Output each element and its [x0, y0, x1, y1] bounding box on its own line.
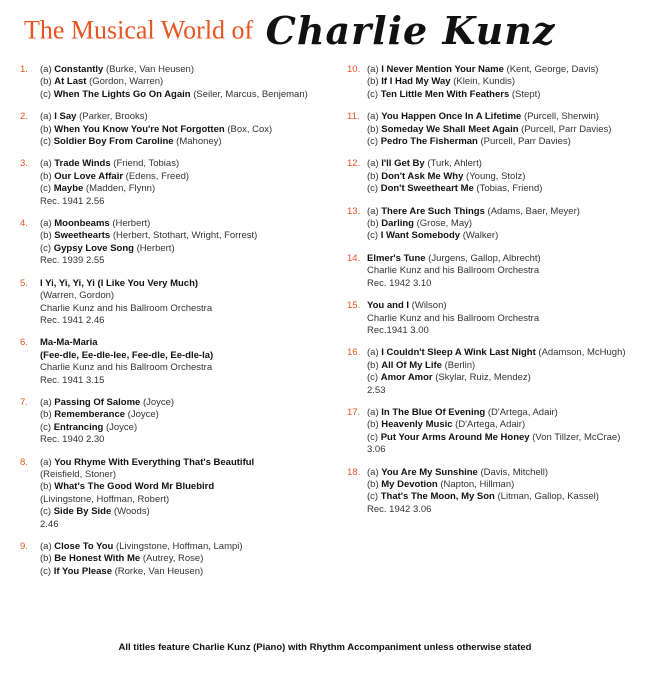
- track-line-prefix: (Livingstone, Hoffman, Robert): [40, 493, 170, 505]
- track-line-credits: (Joyce): [140, 396, 175, 408]
- track-line: [367, 360, 637, 372]
- track-lines: [40, 158, 310, 208]
- track-line-credits: (Klein, Kundis): [450, 76, 515, 88]
- track-line: [367, 419, 637, 431]
- track-number: 17.: [347, 406, 361, 418]
- song-title: If I Had My Way: [381, 76, 451, 88]
- track-line-prefix: (b): [40, 409, 55, 421]
- track-line-credits: (Kent, George, Davis): [503, 64, 599, 75]
- track-line-prefix: Rec. 1941 2.46: [40, 314, 105, 326]
- track-line: [367, 253, 637, 265]
- track-line: [367, 124, 637, 136]
- track-line: [40, 218, 310, 230]
- track-line: [367, 444, 637, 456]
- track-line-prefix: 3.06: [367, 444, 386, 456]
- track-line-prefix: Rec. 1940 2.30: [40, 434, 105, 446]
- track-line: [40, 315, 310, 327]
- track-number: 1.: [20, 64, 28, 75]
- track-line: [40, 303, 310, 315]
- track-line-prefix: (b): [40, 123, 55, 135]
- song-title: Maybe: [53, 183, 84, 195]
- song-title: I Say: [54, 111, 77, 123]
- track-line-prefix: Charlie Kunz and his Ballroom Orchestra: [367, 312, 540, 324]
- song-title: You and I: [367, 300, 410, 312]
- track-lines: [40, 397, 310, 447]
- track-number: 5.: [20, 277, 28, 289]
- track-line-prefix: Rec. 1942 3.10: [367, 277, 432, 289]
- track-line-credits: (Von Tillzer, McCrae): [529, 431, 621, 443]
- track-lines: [367, 158, 637, 195]
- song-title: Don't Sweetheart Me: [380, 183, 474, 195]
- track-line-prefix: (a): [40, 218, 55, 230]
- song-title: Soldier Boy From Caroline: [53, 136, 174, 148]
- song-title: Gypsy Love Song: [53, 242, 134, 254]
- track-line-credits: (Napton, Hillman): [437, 478, 515, 490]
- track-line-prefix: (b): [367, 359, 382, 371]
- track-line-credits: (Herbert): [133, 242, 175, 254]
- track-line: [367, 183, 637, 195]
- track-lines: [367, 206, 637, 243]
- track-entry: [20, 397, 310, 447]
- song-title: Amor Amor: [380, 372, 433, 384]
- track-lines: [367, 253, 637, 290]
- song-title: Pedro The Fisherman: [380, 136, 478, 148]
- track-line: [40, 397, 310, 409]
- track-entry: [347, 467, 637, 517]
- track-line-prefix: (a): [40, 158, 55, 170]
- song-title: Heavenly Music: [381, 419, 453, 431]
- track-line-prefix: (c): [367, 230, 381, 242]
- track-line-credits: (Seiler, Marcus, Benjeman): [190, 88, 308, 100]
- track-line: [40, 409, 310, 421]
- track-line-prefix: Charlie Kunz and his Ballroom Orchestra: [40, 362, 213, 374]
- track-line: [40, 230, 310, 242]
- song-title: There Are Such Things: [381, 205, 485, 217]
- track-line: [367, 313, 637, 325]
- track-number: 18.: [347, 466, 361, 478]
- track-line-prefix: Rec.1941 3.00: [367, 324, 429, 336]
- track-line-prefix: (c): [40, 565, 54, 577]
- track-line: [40, 124, 310, 136]
- track-entry: [20, 158, 310, 208]
- tracklist-right-column: [347, 64, 637, 526]
- track-line-prefix: (a): [367, 406, 382, 418]
- track-line-credits: (Jurgens, Gallop, Albrecht): [425, 252, 541, 264]
- track-line: [367, 111, 637, 123]
- song-title: I Never Mention Your Name: [381, 64, 504, 75]
- track-entry: [347, 300, 637, 337]
- track-line: [367, 206, 637, 218]
- track-line-credits: (Adams, Baer, Meyer): [484, 205, 580, 217]
- track-number: 10.: [347, 64, 361, 75]
- track-number: 3.: [20, 158, 28, 170]
- song-title: Elmer's Tune: [367, 252, 426, 264]
- song-title: Ten Little Men With Feathers: [380, 88, 510, 100]
- page-title: [24, 8, 644, 52]
- song-title: Someday We Shall Meet Again: [381, 123, 519, 135]
- track-line: [367, 230, 637, 242]
- track-line-prefix: (a): [40, 64, 55, 75]
- track-line-credits: (Turk, Ahlert): [424, 158, 482, 170]
- track-entry: [20, 64, 310, 101]
- track-line-prefix: (b): [40, 170, 55, 182]
- track-line-prefix: (c): [40, 242, 54, 254]
- track-line-credits: (Burke, Van Heusen): [103, 64, 194, 75]
- track-line-credits: (D'Artega, Adair): [452, 419, 526, 431]
- track-entry: [20, 337, 310, 387]
- track-line: [367, 300, 637, 312]
- track-line: [367, 76, 637, 88]
- song-title: Our Love Affair: [54, 170, 124, 182]
- track-lines: [40, 457, 310, 531]
- track-line-credits: (Herbert): [109, 218, 151, 230]
- track-number: 11.: [347, 111, 360, 123]
- track-line-prefix: Charlie Kunz and his Ballroom Orchestra: [40, 302, 213, 314]
- track-line: [40, 76, 310, 88]
- track-line: [367, 385, 637, 397]
- track-line-prefix: 2.46: [40, 518, 59, 530]
- track-line: [40, 111, 310, 123]
- track-line: [40, 350, 310, 362]
- song-title: What's The Good Word Mr Bluebird: [54, 481, 215, 493]
- track-lines: [40, 111, 310, 148]
- song-title: I Want Somebody: [380, 230, 461, 242]
- track-entry: [347, 407, 637, 457]
- track-line: [367, 479, 637, 491]
- track-lines: [367, 407, 637, 457]
- song-title: When You Know You're Not Forgotten: [54, 123, 225, 135]
- track-line-credits: (Herbert, Stothart, Wright, Forrest): [110, 230, 258, 242]
- song-title: You Are My Sunshine: [381, 466, 478, 478]
- song-title: Darling: [381, 218, 414, 230]
- track-lines: [367, 64, 637, 101]
- track-line-prefix: (b): [40, 76, 55, 88]
- track-lines: [367, 300, 637, 337]
- track-line-prefix: (c): [367, 88, 381, 100]
- track-line: [40, 494, 310, 506]
- track-line: [367, 407, 637, 419]
- track-lines: [40, 278, 310, 328]
- song-title: Moonbeams: [54, 218, 110, 230]
- track-line: [40, 362, 310, 374]
- song-title: My Devotion: [381, 478, 438, 490]
- track-line-prefix: (b): [40, 481, 55, 493]
- track-line-credits: (Adamson, McHugh): [535, 347, 626, 359]
- track-line: [367, 347, 637, 359]
- track-line-credits: (Joyce): [125, 409, 159, 421]
- footer-note: All titles feature Charlie Kunz (Piano) with Rhythm Accompaniment unless otherwise stated: [118, 642, 532, 653]
- track-entry: [20, 218, 310, 268]
- track-number: 7.: [20, 396, 28, 408]
- track-entry: [20, 541, 310, 578]
- track-line-credits: (Litman, Gallop, Kassel): [494, 491, 599, 503]
- track-number: 15.: [347, 300, 361, 312]
- track-line-credits: (Purcell, Parr Davies): [477, 136, 571, 148]
- track-line-credits: (Friend, Tobias): [110, 158, 180, 170]
- track-lines: [40, 541, 310, 578]
- song-title: Ma-Ma-Maria: [40, 337, 98, 349]
- track-line-prefix: (c): [367, 431, 381, 443]
- track-line-prefix: (Reisfield, Stoner): [40, 468, 117, 480]
- track-line-prefix: Rec. 1942 3.06: [367, 503, 432, 515]
- track-line: [367, 372, 637, 384]
- track-line-prefix: (a): [367, 466, 382, 478]
- song-title: Be Honest With Me: [54, 553, 141, 565]
- track-line: [40, 553, 310, 565]
- song-title: Constantly: [54, 64, 104, 75]
- track-line: [40, 89, 310, 101]
- track-line-credits: (Wilson): [409, 300, 447, 312]
- track-line-prefix: (b): [367, 218, 382, 230]
- track-line: [367, 325, 637, 337]
- track-line-prefix: (a): [367, 111, 382, 123]
- track-line-prefix: (a): [367, 347, 382, 359]
- song-title: In The Blue Of Evening: [381, 406, 486, 418]
- song-title: I'll Get By: [381, 158, 425, 170]
- track-line-credits: (Joyce): [103, 421, 138, 433]
- song-title: All Of My Life: [381, 359, 442, 371]
- track-entry: [347, 158, 637, 195]
- track-line-prefix: (c): [40, 506, 54, 518]
- track-line-prefix: (a): [40, 456, 55, 468]
- track-line-credits: (Box, Cox): [224, 123, 273, 135]
- song-title: Passing Of Salome: [54, 396, 141, 408]
- track-line-credits: (D'Artega, Adair): [485, 406, 558, 418]
- track-line: [40, 481, 310, 493]
- title-text: The Musical World of: [24, 15, 254, 45]
- track-line: [40, 457, 310, 469]
- track-number: 8.: [20, 456, 28, 468]
- track-line: [367, 136, 637, 148]
- song-title: I Couldn't Sleep A Wink Last Night: [381, 347, 536, 359]
- track-line: [367, 504, 637, 516]
- artist-name: Charlie Kunz: [265, 8, 556, 53]
- track-line: [40, 196, 310, 208]
- track-line-prefix: (b): [367, 419, 382, 431]
- track-line: [40, 541, 310, 553]
- song-title: Close To You: [54, 541, 114, 552]
- track-line: [40, 566, 310, 578]
- track-entry: [20, 457, 310, 531]
- track-line: [40, 158, 310, 170]
- track-line-prefix: Rec. 1941 2.56: [40, 195, 105, 207]
- track-lines: [367, 467, 637, 517]
- track-line-credits: (Mahoney): [173, 136, 222, 148]
- track-line-prefix: Rec. 1941 3.15: [40, 374, 105, 386]
- track-entry: [347, 111, 637, 148]
- tracklist-left-column: [20, 64, 310, 588]
- track-line: [367, 171, 637, 183]
- track-line-credits: (Rorke, Van Heusen): [111, 565, 204, 577]
- track-line-prefix: (c): [367, 372, 381, 384]
- track-line: [367, 265, 637, 277]
- track-line-prefix: (c): [367, 183, 381, 195]
- track-line: [367, 491, 637, 503]
- track-line-prefix: Rec. 1939 2.55: [40, 255, 105, 267]
- track-entry: [20, 111, 310, 148]
- track-line: [367, 278, 637, 290]
- track-line-prefix: (b): [367, 170, 382, 182]
- track-line-prefix: (a): [40, 541, 55, 552]
- track-lines: [40, 64, 310, 101]
- track-line-credits: (Walker): [460, 230, 499, 242]
- track-line-prefix: (c): [40, 88, 54, 100]
- song-title: Side By Side: [53, 506, 112, 518]
- track-line: [40, 422, 310, 434]
- track-line-credits: (Tobias, Friend): [473, 183, 543, 195]
- song-title: That's The Moon, My Son: [380, 491, 495, 503]
- track-line-prefix: 2.53: [367, 384, 386, 396]
- track-line-prefix: (b): [367, 76, 382, 88]
- track-line: [40, 434, 310, 446]
- track-line-prefix: (Warren, Gordon): [40, 290, 115, 302]
- track-line-credits: (Autrey, Rose): [140, 553, 204, 565]
- track-line: [40, 519, 310, 531]
- track-line: [367, 218, 637, 230]
- track-line-credits: (Young, Stolz): [463, 170, 526, 182]
- track-line-credits: (Purcell, Parr Davies): [518, 123, 612, 135]
- track-line-credits: (Madden, Flynn): [83, 183, 156, 195]
- track-line: [40, 183, 310, 195]
- track-line-credits: (Parker, Brooks): [76, 111, 148, 123]
- track-line-prefix: (c): [367, 136, 381, 148]
- track-number: 2.: [20, 111, 28, 123]
- track-line: [40, 278, 310, 290]
- track-number: 16.: [347, 347, 361, 359]
- track-line: [367, 158, 637, 170]
- track-lines: [367, 347, 637, 397]
- track-line-credits: (Davis, Mitchell): [477, 466, 549, 478]
- song-title: (Fee-dle, Ee-dle-lee, Fee-dle, Ee-dle-la): [40, 349, 214, 361]
- track-line: [40, 469, 310, 481]
- track-number: 14.: [347, 252, 361, 264]
- track-line-prefix: (c): [40, 183, 54, 195]
- song-title: When The Lights Go On Again: [53, 88, 191, 100]
- track-line-prefix: (a): [40, 111, 55, 123]
- song-title: You Happen Once In A Lifetime: [381, 111, 522, 123]
- song-title: Rememberance: [54, 409, 126, 421]
- track-line: [40, 337, 310, 349]
- track-line-prefix: (a): [40, 396, 55, 408]
- track-line-prefix: (b): [40, 553, 55, 565]
- track-lines: [367, 111, 637, 148]
- track-line: [367, 432, 637, 444]
- track-line: [40, 290, 310, 302]
- song-title: Trade Winds: [54, 158, 111, 170]
- track-line-prefix: (a): [367, 158, 382, 170]
- song-title: I Yi, Yi, Yi, Yi (I Like You Very Much): [40, 277, 199, 289]
- track-line-prefix: (b): [367, 123, 382, 135]
- track-line: [40, 375, 310, 387]
- track-line-credits: (Woods): [111, 506, 150, 518]
- track-lines: [40, 337, 310, 387]
- track-line: [40, 136, 310, 148]
- track-line-credits: (Grose, May): [413, 218, 473, 230]
- track-line-prefix: (a): [367, 205, 382, 217]
- track-line-credits: (Purcell, Sherwin): [521, 111, 599, 123]
- track-line: [40, 255, 310, 267]
- track-line-credits: (Gordon, Warren): [86, 76, 164, 88]
- track-line-prefix: (b): [367, 478, 382, 490]
- track-entry: [347, 64, 637, 101]
- track-line: [367, 467, 637, 479]
- track-number: 4.: [20, 218, 28, 230]
- track-line-credits: (Skylar, Ruiz, Mendez): [432, 372, 531, 384]
- track-number: 9.: [20, 541, 28, 552]
- track-line: [40, 171, 310, 183]
- song-title: Sweethearts: [54, 230, 111, 242]
- song-title: Put Your Arms Around Me Honey: [380, 431, 530, 443]
- track-line-credits: (Berlin): [441, 359, 476, 371]
- track-line: [40, 64, 310, 76]
- song-title: Don't Ask Me Why: [381, 170, 464, 182]
- song-title: If You Please: [53, 565, 112, 577]
- track-line-credits: (Edens, Freed): [123, 170, 190, 182]
- track-line: [367, 64, 637, 76]
- track-entry: [347, 206, 637, 243]
- song-title: You Rhyme With Everything That's Beautiful: [54, 456, 255, 468]
- track-entry: [347, 253, 637, 290]
- track-lines: [40, 218, 310, 268]
- track-line: [40, 243, 310, 255]
- track-line: [40, 506, 310, 518]
- track-number: 13.: [347, 205, 361, 217]
- song-title: Entrancing: [53, 421, 104, 433]
- song-title: At Last: [54, 76, 87, 88]
- track-line-prefix: (b): [40, 230, 55, 242]
- track-line-prefix: Charlie Kunz and his Ballroom Orchestra: [367, 265, 540, 277]
- track-line-prefix: (c): [40, 136, 54, 148]
- track-line: [367, 89, 637, 101]
- track-line-credits: (Livingstone, Hoffman, Lampi): [113, 541, 243, 552]
- track-entry: [20, 278, 310, 328]
- track-entry: [347, 347, 637, 397]
- track-line-prefix: (a): [367, 64, 382, 75]
- track-number: 12.: [347, 158, 361, 170]
- track-number: 6.: [20, 337, 28, 349]
- track-line-prefix: (c): [367, 491, 381, 503]
- track-line-prefix: (c): [40, 421, 54, 433]
- track-line-credits: (Stept): [509, 88, 541, 100]
